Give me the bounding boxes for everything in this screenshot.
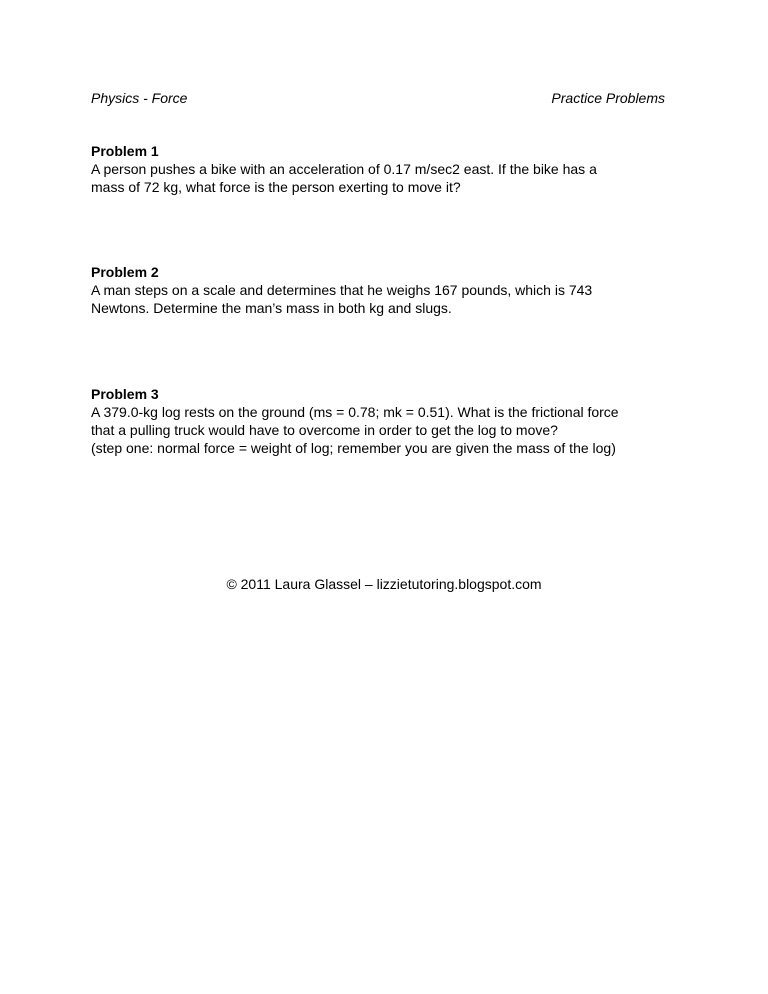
problem-1-title: Problem 1 xyxy=(91,143,159,159)
problem-2-line-1: A man steps on a scale and determines that he weighs 167 pounds, which is 743 xyxy=(91,282,593,298)
problem-2 xyxy=(91,263,671,317)
header-doc-type: Practice Problems xyxy=(551,90,665,106)
page-header xyxy=(91,90,665,110)
problem-3-title: Problem 3 xyxy=(91,386,159,402)
problem-3-line-3: (step one: normal force = weight of log; remember you are given the mass of the log) xyxy=(91,440,616,456)
problem-1-line-1: A person pushes a bike with an acceleration of 0.17 m/sec2 east. If the bike has a xyxy=(91,161,597,177)
problem-3 xyxy=(91,385,671,457)
problem-3-line-2: that a pulling truck would have to overcome in order to get the log to move? xyxy=(91,422,558,438)
header-subject: Physics - Force xyxy=(91,90,188,106)
problem-2-line-2: Newtons. Determine the man’s mass in both kg and slugs. xyxy=(91,300,452,316)
copyright-footer: © 2011 Laura Glassel – lizzietutoring.blogspot.com xyxy=(226,576,542,592)
problem-1-line-2: mass of 72 kg, what force is the person exerting to move it? xyxy=(91,179,461,195)
problem-2-title: Problem 2 xyxy=(91,264,159,280)
problem-1 xyxy=(91,142,671,196)
problem-3-line-1: A 379.0-kg log rests on the ground (ms = 0.78; mk = 0.51). What is the frictional force xyxy=(91,404,619,420)
